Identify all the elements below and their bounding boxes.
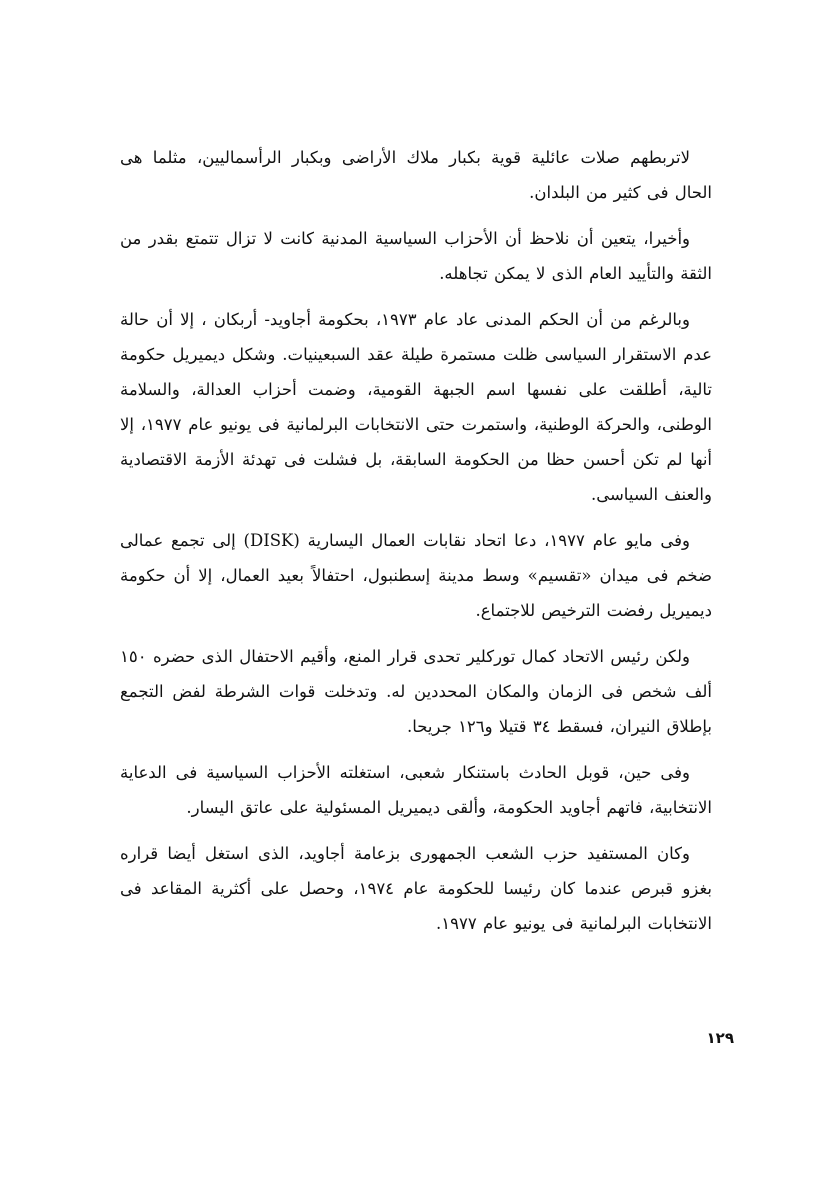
paragraph-6: وفى حين، قوبل الحادث باستنكار شعبى، استغلته الأحزاب السياسية فى الدعاية الانتخابية، فاتهم أجاويد الحكومة، وألقى ديميريل المسئولية على عاتق اليسار. bbox=[120, 763, 712, 817]
paragraph-4: وفى مايو عام ١٩٧٧، دعا اتحاد نقابات العمال اليسارية (DISK) إلى تجمع عمالى ضخم فى ميدان «تقسيم» وسط مدينة إسطنبول، احتفالاً بعيد العمال، إلا أن حكومة ديميريل رفضت الترخيص للاجتماع. bbox=[120, 531, 712, 620]
paragraph-7: وكان المستفيد حزب الشعب الجمهورى بزعامة أجاويد، الذى استغل أيضا قراره بغزو قبرص عندما كان رئيسا للحكومة عام ١٩٧٤، وحصل على أكثرية المقاعد فى الانتخابات البرلمانية فى يونيو عام ١٩٧٧. bbox=[120, 844, 713, 933]
paragraph-5: ولكن رئيس الاتحاد كمال توركلير تحدى قرار المنع، وأقيم الاحتفال الذى حضره ١٥٠ ألف شخص فى الزمان والمكان المحددين له. وتدخلت قوات الشرطة لفض التجمع بإطلاق النيران، فسقط ٣٤ قتيلا و١٢٦ جريحا. bbox=[120, 647, 712, 736]
page-number: ١٢٩ bbox=[706, 1029, 734, 1047]
page-body bbox=[120, 140, 712, 952]
paragraph-3: وبالرغم من أن الحكم المدنى عاد عام ١٩٧٣، بحكومة أجاويد- أربكان ، إلا أن حالة عدم الاستقرار السياسى ظلت مستمرة طيلة عقد السبعينيات. وشكل ديميريل حكومة تالية، أطلقت على نفسها اسم الجبهة القومية، وضمت أحزاب العدالة، والسلامة الوطنى، والحركة الوطنية، واستمرت حتى الانتخابات البرلمانية فى يونيو عام ١٩٧٧، إلا أنها لم تكن أحسن حظا من الحكومة السابقة، بل فشلت فى تهدئة الأزمة الاقتصادية والعنف السياسى. bbox=[120, 310, 712, 504]
paragraph-2: وأخيرا، يتعين أن نلاحظ أن الأحزاب السياسية المدنية كانت لا تزال تتمتع بقدر من الثقة والتأييد العام الذى لا يمكن تجاهله. bbox=[120, 229, 712, 283]
paragraph-1: لاتربطهم صلات عائلية قوية بكبار ملاك الأراضى وبكبار الرأسماليين، مثلما هى الحال فى كثير من البلدان. bbox=[120, 148, 712, 202]
